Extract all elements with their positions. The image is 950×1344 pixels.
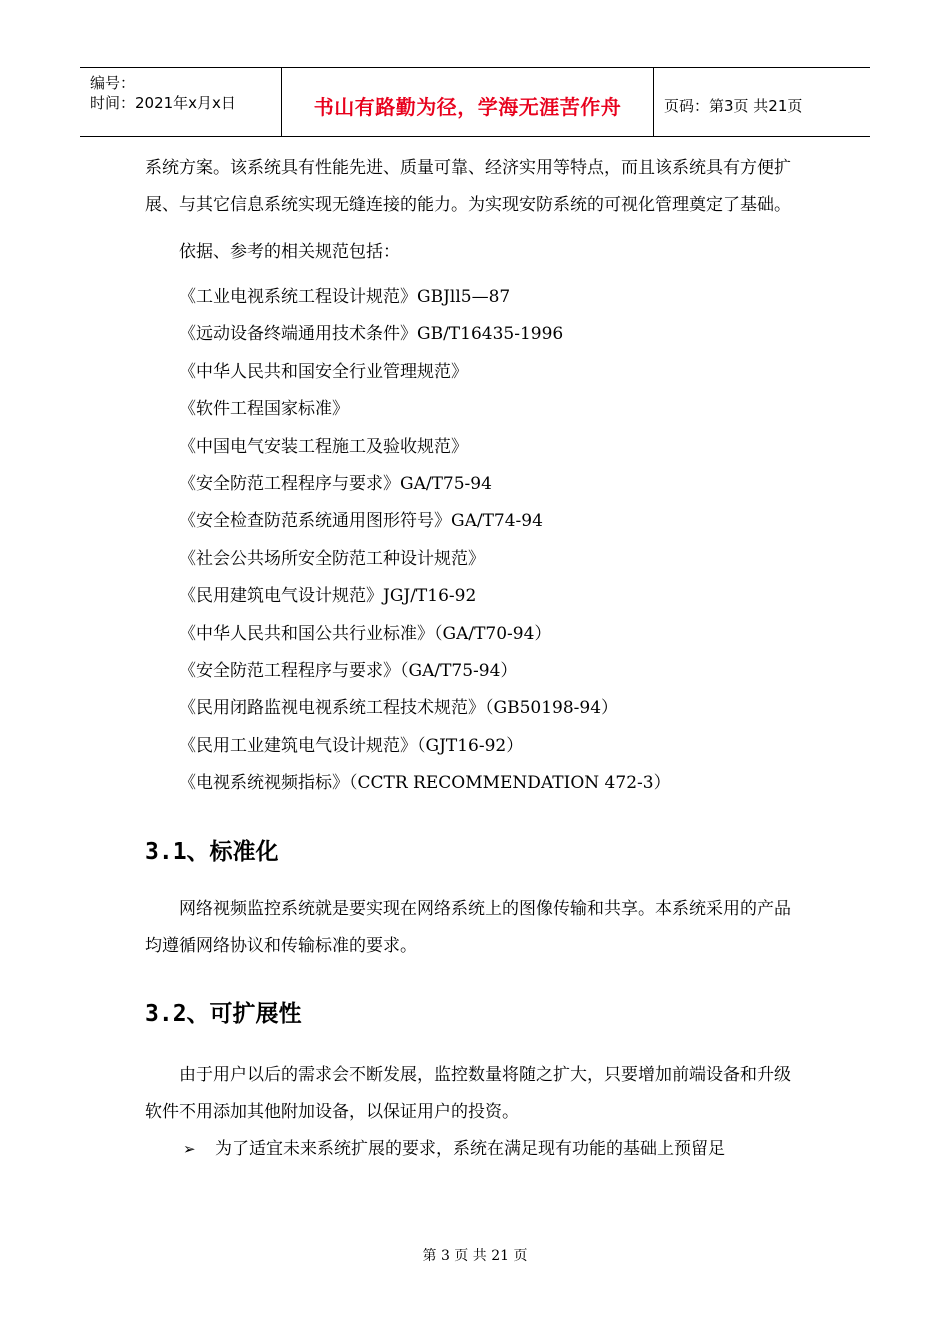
document-body [145,150,807,1168]
standard-item: 《社会公共场所安全防范工种设计规范》 [179,548,485,569]
standard-item: 《民用建筑电气设计规范》JGJ/T16-92 [179,586,477,607]
standard-item: 《安全防范工程程序与要求》GA/T75-94 [179,474,492,495]
page-footer: 第 3 页 共 21 页 [422,1248,528,1264]
standard-item: 《中国电气安装工程施工及验收规范》 [179,436,468,457]
bullet-arrow-icon: ➢ [183,1139,196,1158]
section-heading-scalability: 3.2、可扩展性 [145,1000,302,1027]
standard-item: 《工业电视系统工程设计规范》GBJll5—87 [179,287,511,307]
header-left-cell [80,68,282,136]
scalability-bullet-item [145,1131,807,1168]
standard-item: 《安全检查防范系统通用图形符号》GA/T74-94 [179,511,543,532]
standard-item: 《远动设备终端通用技术条件》GB/T16435-1996 [179,324,564,345]
standard-item: 《中华人民共和国安全行业管理规范》 [179,361,468,382]
scalability-paragraph: 由于用户以后的需求会不断发展，监控数量将随之扩大，只要增加前端设备和升级软件不用添加其他附加设备，以保证用户的投资。 [145,1064,791,1122]
page-header [80,67,870,137]
header-motto-cell [282,68,654,136]
standard-item: 《软件工程国家标准》 [179,399,349,420]
standard-item: 《中华人民共和国公共行业标准》（GA/T70-94） [179,623,552,644]
standards-intro: 依据、参考的相关规范包括： [179,242,400,262]
document-number-label: 编号： [90,74,136,92]
standard-item: 《民用工业建筑电气设计规范》（GJT16-92） [179,735,524,756]
section-heading-standardization: 3.1、标准化 [145,838,279,865]
header-page-info: 页码：第3页 共21页 [664,97,803,115]
standards-list [145,279,807,803]
standard-item: 《安全防范工程程序与要求》（GA/T75-94） [179,661,518,682]
intro-paragraph: 系统方案。该系统具有性能先进、质量可靠、经济实用等特点，而且该系统具有方便扩展、与其它信息系统实现无缝连接的能力。为实现安防系统的可视化管理奠定了基础。 [145,158,791,215]
standardization-paragraph: 网络视频监控系统就是要实现在网络系统上的图像传输和共享。本系统采用的产品均遵循网络协议和传输标准的要求。 [145,898,791,956]
bullet-text: 为了适宜未来系统扩展的要求，系统在满足现有功能的基础上预留足 [215,1138,725,1159]
document-time-label: 时间：2021年x月x日 [90,94,236,112]
header-right-cell [654,68,870,136]
header-motto: 书山有路勤为径，学海无涯苦作舟 [313,95,622,119]
standard-item: 《电视系统视频指标》（CCTR RECOMMENDATION 472-3） [179,773,671,794]
standard-item: 《民用闭路监视电视系统工程技术规范》（GB50198-94） [179,698,619,719]
